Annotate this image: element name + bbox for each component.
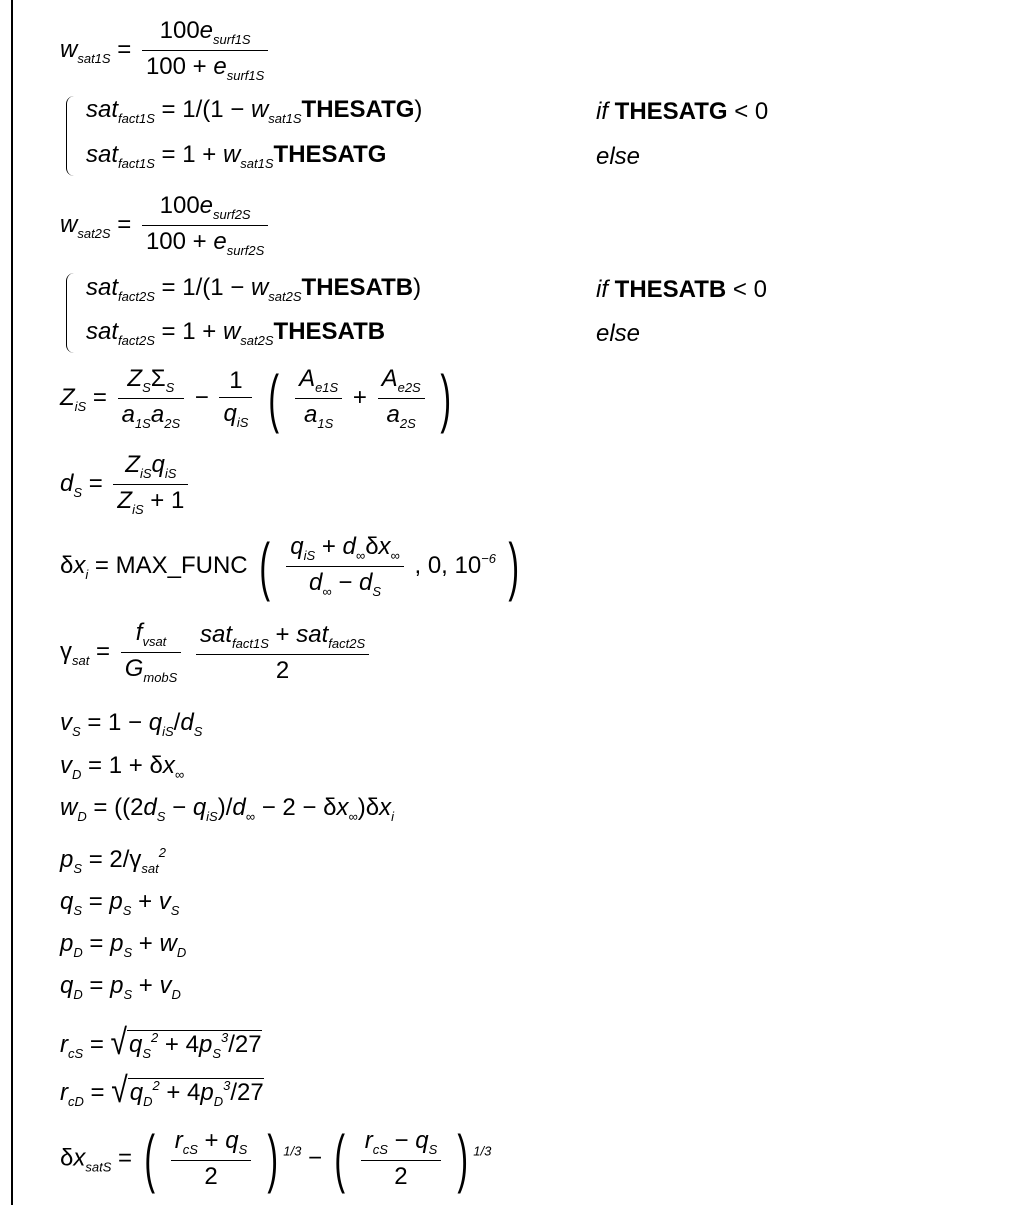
equation-pd: $p_D = p_S + w_D$ [60,930,187,960]
case-brace-2 [66,273,81,353]
equation-gsat: $\gamma_{sat}$ = $\frac{f_{vsat}}{G_{mobS}}$ $\frac{sat_{fact1S} + sat_{fact2S}}{2}$ [60,620,373,685]
condition-2: if THESATB < 0 [596,276,767,303]
equation-zis: $Z_{iS}$ = $\frac{Z_S\Sigma_S}{a_{1S}a_{2S}}$ − $\frac{1}{q_{iS}}$ ( $\frac{A_{e1S}}{a_{1S}}$ + $\frac{A_{e2S}}{a_{2S}}$ ) [60,361,452,434]
equation-satfact1-else: $sat_{fact1S} = 1 + w_{sat1S}THESATG$ [86,141,387,171]
equation-ps: $p_S = 2/\gamma_{sat}^2$ [60,845,166,876]
equation-dxsat: $\delta x_{satS}$ = ( $\frac{r_{cS} + q_S}{2}$ ) $^{1/3}$ − ( $\frac{r_{cS} - q_S}{2}$ ) $^{1/3}$ [60,1122,492,1195]
equation-dxi: $\delta x_i$ = MAX_FUNC ( $\frac{q_{iS} + d_\infty\delta x_\infty}{d_\infty - d_S}$ , 0, $10^{-6}$ ) [60,529,519,602]
equation-rcs: $r_{cS} = √q_S^2 + 4p_S^3/27$ [60,1022,262,1063]
equation-satfact2-if: $sat_{fact2S} = 1/(1 - w_{sat2S}THESATB)$ [86,274,422,304]
left-margin-rule [11,0,13,1205]
case-brace-1 [66,96,81,176]
equation-wsat1: $w_{sat1S}$ = $\frac{100e_{surf1S}}{100 + e_{surf1S}}$ [60,18,272,83]
condition-1: if THESATG < 0 [596,98,769,125]
equation-rcd: $r_{cD} = √q_D^2 + 4p_D^3/27$ [60,1070,264,1111]
equation-ds: $d_S$ = $\frac{Z_{iS}q_{iS}}{Z_{iS} + 1}$ [60,452,192,517]
equation-qs: $q_S = p_S + v_S$ [60,888,180,918]
equation-satfact2-else: $sat_{fact2S} = 1 + w_{sat2S}THESATB$ [86,318,386,348]
condition-1-else: else [596,143,641,170]
equation-vd: $v_D = 1 + \delta x_\infty$ [60,752,185,782]
condition-2-else: else [596,320,641,347]
equation-qd: $q_D = p_S + v_D$ [60,972,181,1002]
equation-vs: $v_S = 1 - q_{iS}/d_S$ [60,709,203,739]
equation-satfact1-if: $sat_{fact1S} = 1/(1 - w_{sat1S}THESATG)$ [86,96,423,126]
equation-wsat2: $w_{sat2S}$ = $\frac{100e_{surf2S}}{100 + e_{surf2S}}$ [60,193,272,258]
equation-wd: $w_D = ((2d_S - q_{iS})/d_\infty - 2 - \delta x_\infty)\delta x_i$ [60,794,394,824]
